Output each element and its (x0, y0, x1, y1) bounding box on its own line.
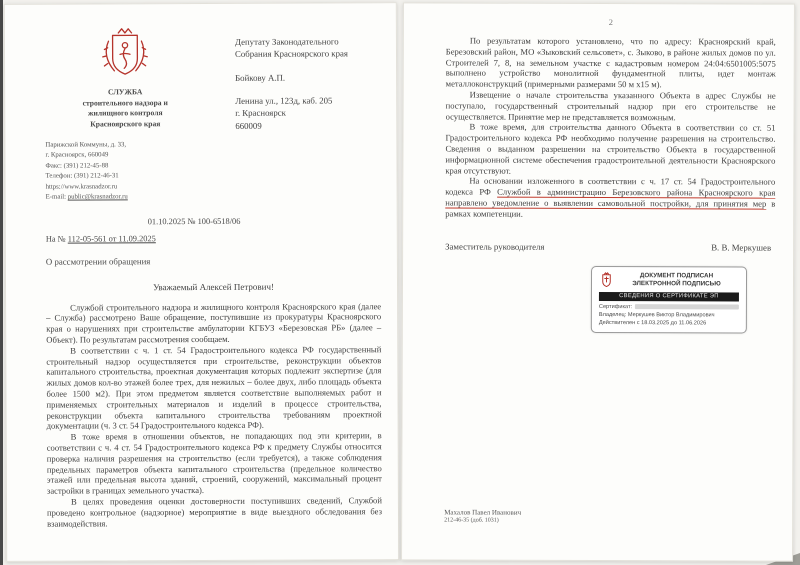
certificate-validity: Действителен с 18.03.2025 до 11.06.2026 (598, 319, 707, 326)
recipient-block (235, 25, 349, 202)
scan-edge-artifact (0, 0, 3, 565)
paragraph: Службой строительного надзора и жилищного контроля Красноярского края (далее – Служба) рассмотрено Ваше обращение, поступившие из прокуратуры Красноярского края о нарушениях при строительстве амбулатории КГБУЗ «Березовская РБ» (далее – Объект). По результатам рассмотрения сообщаем. (46, 300, 382, 345)
signature-row (445, 241, 775, 252)
reference-block (46, 216, 381, 266)
stamp-title-line: ДОКУМЕНТ ПОДПИСАН (639, 272, 714, 280)
final-paragraph-suffix: в рамках компетенции. (445, 198, 776, 219)
subject-line: О рассмотрении обращения (45, 255, 151, 267)
signer-name: В. В. Меркушев (711, 241, 772, 253)
page-2 (401, 2, 795, 561)
doc-date-number: 01.10.2025 № 100-6518/06 (147, 216, 241, 226)
stamp-title-line: ЭЛЕКТРОННОЙ ПОДПИСЬЮ (632, 280, 721, 288)
org-website: https://www.krasnadzor.ru (45, 182, 118, 191)
recipient-position (235, 35, 348, 60)
stamp-title (614, 272, 739, 289)
incoming-ref-line (46, 233, 381, 243)
org-line: СЛУЖБА (107, 87, 143, 97)
page-1 (4, 2, 399, 562)
org-line: строительного надзора и (82, 97, 168, 108)
letter-header (45, 25, 381, 203)
digital-signature-stamp (591, 266, 747, 334)
org-line: жилищного контроля (87, 108, 163, 118)
ref-number: 112-05-561 от 11.09.2025 (67, 233, 156, 244)
final-paragraph-prefix: На основании изложенного в соответствии с ч. 17 ст. 54 Градостроительного кодекса РФ (445, 175, 776, 197)
org-address-line: г. Красноярск, 660049 (45, 151, 109, 159)
recipient-line: Собрания Красноярского края (234, 48, 348, 60)
stamp-certificate-banner: СВЕДЕНИЯ О СЕРТИФИКАТЕ ЭП (599, 292, 739, 301)
recipient-name: Бойкову А.П. (235, 72, 286, 83)
page-number: 2 (608, 18, 614, 28)
paragraph: По результатам которого установлено, что по адресу: Красноярский край, Березовский район, МО «Зыковский сельсовет», с. Зыково, в районе жилых домов по ул. Строителей 7, 8, на земельном участке с кадастровым номером 24:04:6501005:5075 выполнено устройство монолитной фундаментной плиты, идет монтаж металлоконструкций (примерными размерами 50 м х15 м). (445, 35, 776, 90)
red-underlined-text: Службой в администрацию Березовского района Красноярского края направлено уведомление о выявлении самовольной постройки, для принятия мер (445, 186, 776, 209)
certificate-line (599, 304, 739, 310)
paragraph: В соответствии с ч. 1 ст. 54 Градостроительного кодекса РФ государственный строительный надзор осуществляется при строительстве, реконструкции объектов капитального строительства, проектная документация которых подлежит экспертизе (для жилых домов кол-во этажей более трех, для нежилых – более двух, либо площадь объекта более 1500 м2). При этом предметом является соответствие выполняемых работ и применяемых строительных материалов и изделий в процессе строительства, реконструкции объекта капитального строительства требованиям проектной документации (ч. 3 ст. 54 Градостроительного кодекса РФ). (46, 344, 382, 432)
signer-title: Заместитель руководителя (445, 241, 545, 252)
ref-prefix: На № (45, 234, 68, 244)
org-line: Красноярского края (90, 119, 161, 129)
stamp-emblem-icon (599, 272, 614, 289)
letter-body-page2 (445, 35, 776, 220)
email-address: public@krasnadzor.ru (67, 193, 128, 201)
org-address-line: Парижской Коммуны, д. 33, (45, 140, 127, 149)
letterhead (45, 26, 206, 203)
paragraph: В тоже время в отношении объектов, не попадающих под эти критерии, в соответствии с ч. 4 ст. 54 Градостроительного кодекса РФ к предмету Службы относится проверка наличия разрешения на строительство (если требуется), а также соблюдения предельных параметров объекта капитального строительства (предельное количество этажей или предельная высота зданий, строений, сооружений, максимальный процент застройки в границах земельного участка). (46, 430, 382, 496)
paragraph-with-red-underline (445, 176, 775, 220)
org-contact-block (45, 139, 205, 203)
recipient-line: Депутату Законодательного (234, 36, 339, 47)
org-fax-line: Факс: (391) 212-45-88 (45, 161, 109, 170)
org-phone-line: Телефон: (391) 212-46-31 (45, 172, 119, 180)
coat-of-arms-icon (100, 26, 150, 82)
recipient-line: Ленина ул., 123д, каб. 205 (235, 95, 333, 106)
executor-contact (444, 508, 521, 523)
org-name (45, 87, 205, 130)
org-email-line (46, 192, 206, 203)
certificate-owner: Владелец: Меркушев Виктор Владимирович (598, 311, 715, 318)
executor-name: Махалов Павел Иванович (444, 508, 522, 517)
stamp-header (599, 272, 739, 289)
salutation: Уважаемый Алексей Петрович! (153, 281, 275, 292)
email-label: E-mail: (45, 193, 68, 201)
letter-body-page1 (46, 281, 382, 529)
recipient-address (235, 94, 348, 131)
paragraph: В целях проведения оценки достоверности поступивших сведений, Службой проведено контрольное (надзорное) мероприятие в виде выездного обследования без взаимодействия. (46, 495, 383, 529)
paragraph: Извещение о начале строительства указанного Объекта в адрес Службы не поступало, государственный строительный надзор при его строительстве не осуществляется. Принятие мер не представляется возможным. (445, 89, 776, 122)
recipient-line: г. Красноярск (235, 107, 286, 119)
executor-phone: 212-46-35 (доб. 1031) (444, 517, 499, 524)
recipient-line: 660009 (235, 120, 262, 131)
certificate-number-redacted (635, 304, 739, 309)
certificate-label: Сертификат: (598, 303, 633, 310)
paragraph: В тоже время, для строительства данного Объекта в соответствии со ст. 51 Градостроительного кодекса РФ необходимо получение разрешения на строительство. Сведения о выданном разрешении на строительство Объекта в государственной информационной системе обеспечения градостроительной деятельности Красноярского края отсутствуют. (445, 121, 776, 176)
